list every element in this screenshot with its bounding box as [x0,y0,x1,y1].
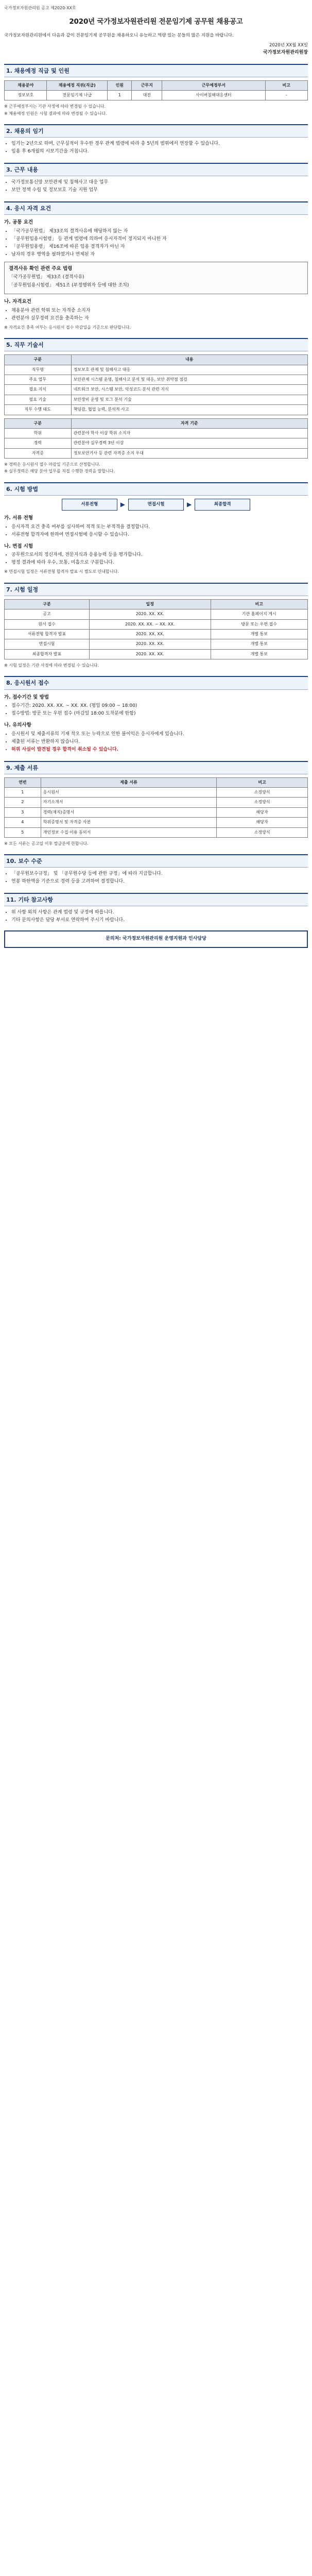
note: ※ 경력은 응시원서 접수 마감일 기준으로 산정합니다. [4,462,100,467]
list-item: • 임용 후 6개월의 시보기간을 거칩니다. [11,148,308,156]
interview-list [4,552,308,567]
section-job-description: 5. 직무 기술서 [4,338,308,351]
notice-title: 2020년 국가정보자원관리원 전문임기제 공무원 채용공고 [69,18,243,26]
table-row [5,629,308,639]
section-application: 8. 응시원서 접수 [4,676,308,689]
section-other: 11. 기타 참고사항 [4,893,308,906]
disqualification-box [4,262,308,295]
notice-number: 국가정보자원관리원 공고 제2020-XX호 [4,6,76,10]
list-item: • 「공무원보수규정」 및 「공무원수당 등에 관한 규정」에 따라 지급합니다. [11,871,308,878]
table-header: 제출 서류 [41,777,217,787]
table-cell: 보안관제 시스템 운영, 침해사고 분석 및 대응, 보안 취약점 점검 [71,375,307,384]
table-cell: - [265,91,307,100]
note: ※ 시험 일정은 기관 사정에 따라 변경될 수 있습니다. [4,663,99,668]
notice-intro: 국가정보자원관리원에서 다음과 같이 전문임기제 공무원을 채용하오니 유능하고 역량 있는 분들의 많은 지원을 바랍니다. [4,33,234,39]
table-row [5,375,308,384]
table-header: 채용분야 [5,80,47,90]
table-row [5,428,308,438]
table-row [5,405,308,415]
schedule-table [4,599,308,659]
notice-org: 국가정보자원관리원장 [263,49,308,55]
table-cell: 정보보안기사 등 관련 자격증 소지 우대 [71,448,307,458]
positions-table [4,80,308,101]
term-list [4,141,308,156]
table-header: 근무예정부서 [162,80,265,90]
table-cell: 원서 접수 [5,619,90,629]
table-cell: 주요 업무 [5,375,72,384]
table-row [5,609,308,619]
table-row [5,788,308,798]
table-row [5,807,308,817]
list-item: • 국가정보통신망 보안관제 및 침해사고 대응 업무 [11,179,308,187]
common-requirements-list [4,228,308,259]
job-description-table [4,354,308,415]
table-header: 인원 [108,80,132,90]
table-cell: 2020. XX. XX. [89,609,211,619]
table-cell: 네트워크 보안, 시스템 보안, 악성코드 분석 관련 지식 [71,385,307,395]
list-item: • 임기는 2년으로 하며, 근무실적이 우수한 경우 관계 법령에 따라 총 5년의 범위에서 연장할 수 있습니다. [11,141,308,148]
list-item: • 접수기간: 2020. XX. XX. ~ XX. XX. (평일 09:00 ~ 18:00) [11,703,308,710]
table-header: 채용예정 직위(직급) [47,80,108,90]
table-cell: 개별 통보 [211,629,308,639]
section-positions: 1. 채용예정 직급 및 인원 [4,64,308,77]
table-header: 구분 [5,599,90,609]
arrow-right-icon: ▶ [120,501,125,509]
note: ※ 채용예정 인원은 시험 결과에 따라 변경될 수 있습니다. [4,111,107,116]
table-row [5,91,308,100]
subsection-title: 나. 유의사항 [4,722,31,728]
table-row [5,395,308,404]
table-header: 비고 [217,777,308,787]
table-cell: 최종합격자 발표 [5,649,90,659]
table-cell: 해당자 [217,818,308,827]
table-row [5,619,308,629]
note: ※ 모든 서류는 공고일 이후 발급분에 한합니다. [4,841,89,846]
arrow-right-icon: ▶ [187,501,192,509]
table-row [5,365,308,375]
salary-list [4,871,308,886]
subsection-title: 가. 접수기간 및 방법 [4,694,49,700]
section-exam-method: 6. 시험 방법 [4,482,308,496]
table-cell: 해당자 [217,807,308,817]
list-item: • 공무원으로서의 정신자세, 전문지식과 응용능력 등을 평가합니다. [11,552,308,559]
table-cell: 정보보호 관제 및 침해사고 대응 [71,365,307,375]
list-item: • 제출된 서류는 반환하지 않습니다. [11,739,308,746]
table-header: 연번 [5,777,41,787]
table-cell: 2020. XX. XX. [89,629,211,639]
list-item: • 허위 사실이 발견될 경우 합격이 취소될 수 있습니다. [11,747,308,754]
table-cell: 개별 통보 [211,639,308,649]
table-cell: 직무 수행 태도 [5,405,72,415]
table-cell: 대전 [132,91,162,100]
table-cell: 자기소개서 [41,798,217,807]
table-cell: 관련분야 학사 이상 학위 소지자 [71,428,307,438]
table-header: 구분 [5,418,72,428]
table-header: 자격 기준 [71,418,307,428]
qualification-list [4,308,308,323]
table-cell: 보안장비 운영 및 로그 분석 기술 [71,395,307,404]
note: ※ 실무경력은 해당 분야 업무를 직접 수행한 경력을 말합니다. [4,469,115,474]
subsection-title: 가. 공통 요건 [4,219,33,226]
table-cell: 소정양식 [217,798,308,807]
subsection-title: 가. 서류 전형 [4,515,33,521]
section-term: 2. 채용의 임기 [4,124,308,138]
note: ※ 자격요건 충족 여부는 응시원서 접수 마감일을 기준으로 판단합니다. [4,325,131,330]
table-cell: 3 [5,807,41,817]
list-item: • 응시원서 및 제출서류의 기재 착오 또는 누락으로 인한 불이익은 응시자에게 있습니다. [11,731,308,738]
table-cell: 공고 [5,609,90,619]
box-item: 「공무원임용시험령」 제51조 (부정행위자 등에 대한 조치) [9,283,129,289]
document-screening-list [4,524,308,539]
table-cell: 2020. XX. XX. ~ XX. XX. [89,619,211,629]
table-cell: 2020. XX. XX. [89,649,211,659]
table-row [5,438,308,448]
table-cell: 소정양식 [217,788,308,798]
table-cell: 서류전형 합격자 발표 [5,629,90,639]
documents-table [4,777,308,838]
table-row [5,639,308,649]
table-row [5,649,308,659]
exam-flow [4,499,308,511]
list-item: • 평정 결과에 따라 우수, 보통, 미흡으로 구분합니다. [11,560,308,567]
qualification-table [4,418,308,459]
list-item: • 응시자격 요건 충족 여부를 심사하여 적격 또는 부적격을 결정합니다. [11,524,308,531]
table-cell: 경력(재직)증명서 [41,807,217,817]
note: ※ 면접시험 일정은 서류전형 합격자 발표 시 별도로 안내합니다. [4,569,119,574]
table-header: 내용 [71,355,307,365]
table-cell: 학위증명서 및 자격증 사본 [41,818,217,827]
table-header: 구분 [5,355,72,365]
box-item: 「국가공무원법」 제33조 (결격사유) [9,275,84,280]
box-title: 결격사유 확인 관련 주요 법령 [9,265,73,272]
table-cell: 응시원서 [41,788,217,798]
table-cell: 방문 또는 우편 접수 [211,619,308,629]
subsection-title: 나. 면접 시험 [4,543,33,549]
table-cell: 기관 홈페이지 게시 [211,609,308,619]
note: ※ 근무예정부서는 기관 사정에 따라 변경될 수 있습니다. [4,104,106,109]
table-cell: 정보보호 [5,91,47,100]
notice-date: 2020년 XX월 XX일 [269,43,308,48]
table-header: 일정 [89,599,211,609]
subsection-title: 나. 자격요건 [4,299,31,305]
table-row [5,385,308,395]
table-row [5,448,308,458]
table-cell: 학위 [5,428,72,438]
section-salary: 10. 보수 수준 [4,854,308,868]
section-eligibility: 4. 응시 자격 요건 [4,201,308,215]
table-cell: 개별 통보 [211,649,308,659]
list-item: • 연봉 하한액을 기준으로 경력 등을 고려하여 결정합니다. [11,878,308,886]
table-cell: 자격증 [5,448,72,458]
table-header: 비고 [211,599,308,609]
table-row [5,818,308,827]
table-cell: 개인정보 수집·이용 동의서 [41,827,217,837]
table-row [5,827,308,837]
table-cell: 2020. XX. XX. [89,639,211,649]
list-item: • 서류전형 합격자에 한하여 면접시험에 응시할 수 있습니다. [11,532,308,539]
table-cell: 전문임기제 나급 [47,91,108,100]
table-cell: 필요 지식 [5,385,72,395]
table-cell: 소정양식 [217,827,308,837]
section-duties: 3. 근무 내용 [4,163,308,176]
table-cell: 면접시험 [5,639,90,649]
other-list [4,909,308,924]
table-cell: 사이버침해대응센터 [162,91,265,100]
table-cell: 2 [5,798,41,807]
notice-page [4,0,308,958]
table-cell: 책임감, 협업 능력, 분석적 사고 [71,405,307,415]
table-row [5,798,308,807]
table-cell: 5 [5,827,41,837]
table-cell: 1 [108,91,132,100]
section-documents: 9. 제출 서류 [4,761,308,774]
flow-step: 서류전형 [62,499,117,511]
table-cell: 경력 [5,438,72,448]
list-item: • 「공무원임용령」 제16조에 따른 임용 결격자가 아닌 자 [11,244,308,251]
caution-list [4,731,308,754]
section-schedule: 7. 시험 일정 [4,583,308,596]
table-cell: 관련분야 실무경력 3년 이상 [71,438,307,448]
list-item: • 위 사항 외의 사항은 관계 법령 및 규정에 따릅니다. [11,909,308,917]
duties-list [4,179,308,194]
list-item: • 남자의 경우 병역을 필하였거나 면제된 자 [11,251,308,259]
application-list [4,703,308,718]
table-cell: 직무명 [5,365,72,375]
flow-step: 면접시험 [128,499,184,511]
table-cell: 1 [5,788,41,798]
list-item: • 채용분야 관련 학위 또는 자격증 소지자 [11,308,308,315]
contact-box: 문의처: 국가정보자원관리원 운영지원과 인사담당 [4,930,308,948]
list-item: • 「공무원임용시험령」 등 관계 법령에 의하여 응시자격이 정지되지 아니한 자 [11,236,308,243]
list-item: • 접수방법: 방문 또는 우편 접수 (마감일 18:00 도착분에 한함) [11,710,308,718]
table-header: 비고 [265,80,307,90]
list-item: • 관련분야 실무경력 요건을 충족하는 자 [11,315,308,323]
flow-step: 최종합격 [195,499,250,511]
list-item: • 보안 정책 수립 및 정보보호 기술 지원 업무 [11,187,308,194]
table-cell: 4 [5,818,41,827]
table-cell: 필요 기술 [5,395,72,404]
table-header: 근무지 [132,80,162,90]
list-item: • 기타 문의사항은 담당 부서로 연락하여 주시기 바랍니다. [11,917,308,924]
list-item: • 「국가공무원법」 제33조의 결격사유에 해당하지 않는 자 [11,228,308,235]
